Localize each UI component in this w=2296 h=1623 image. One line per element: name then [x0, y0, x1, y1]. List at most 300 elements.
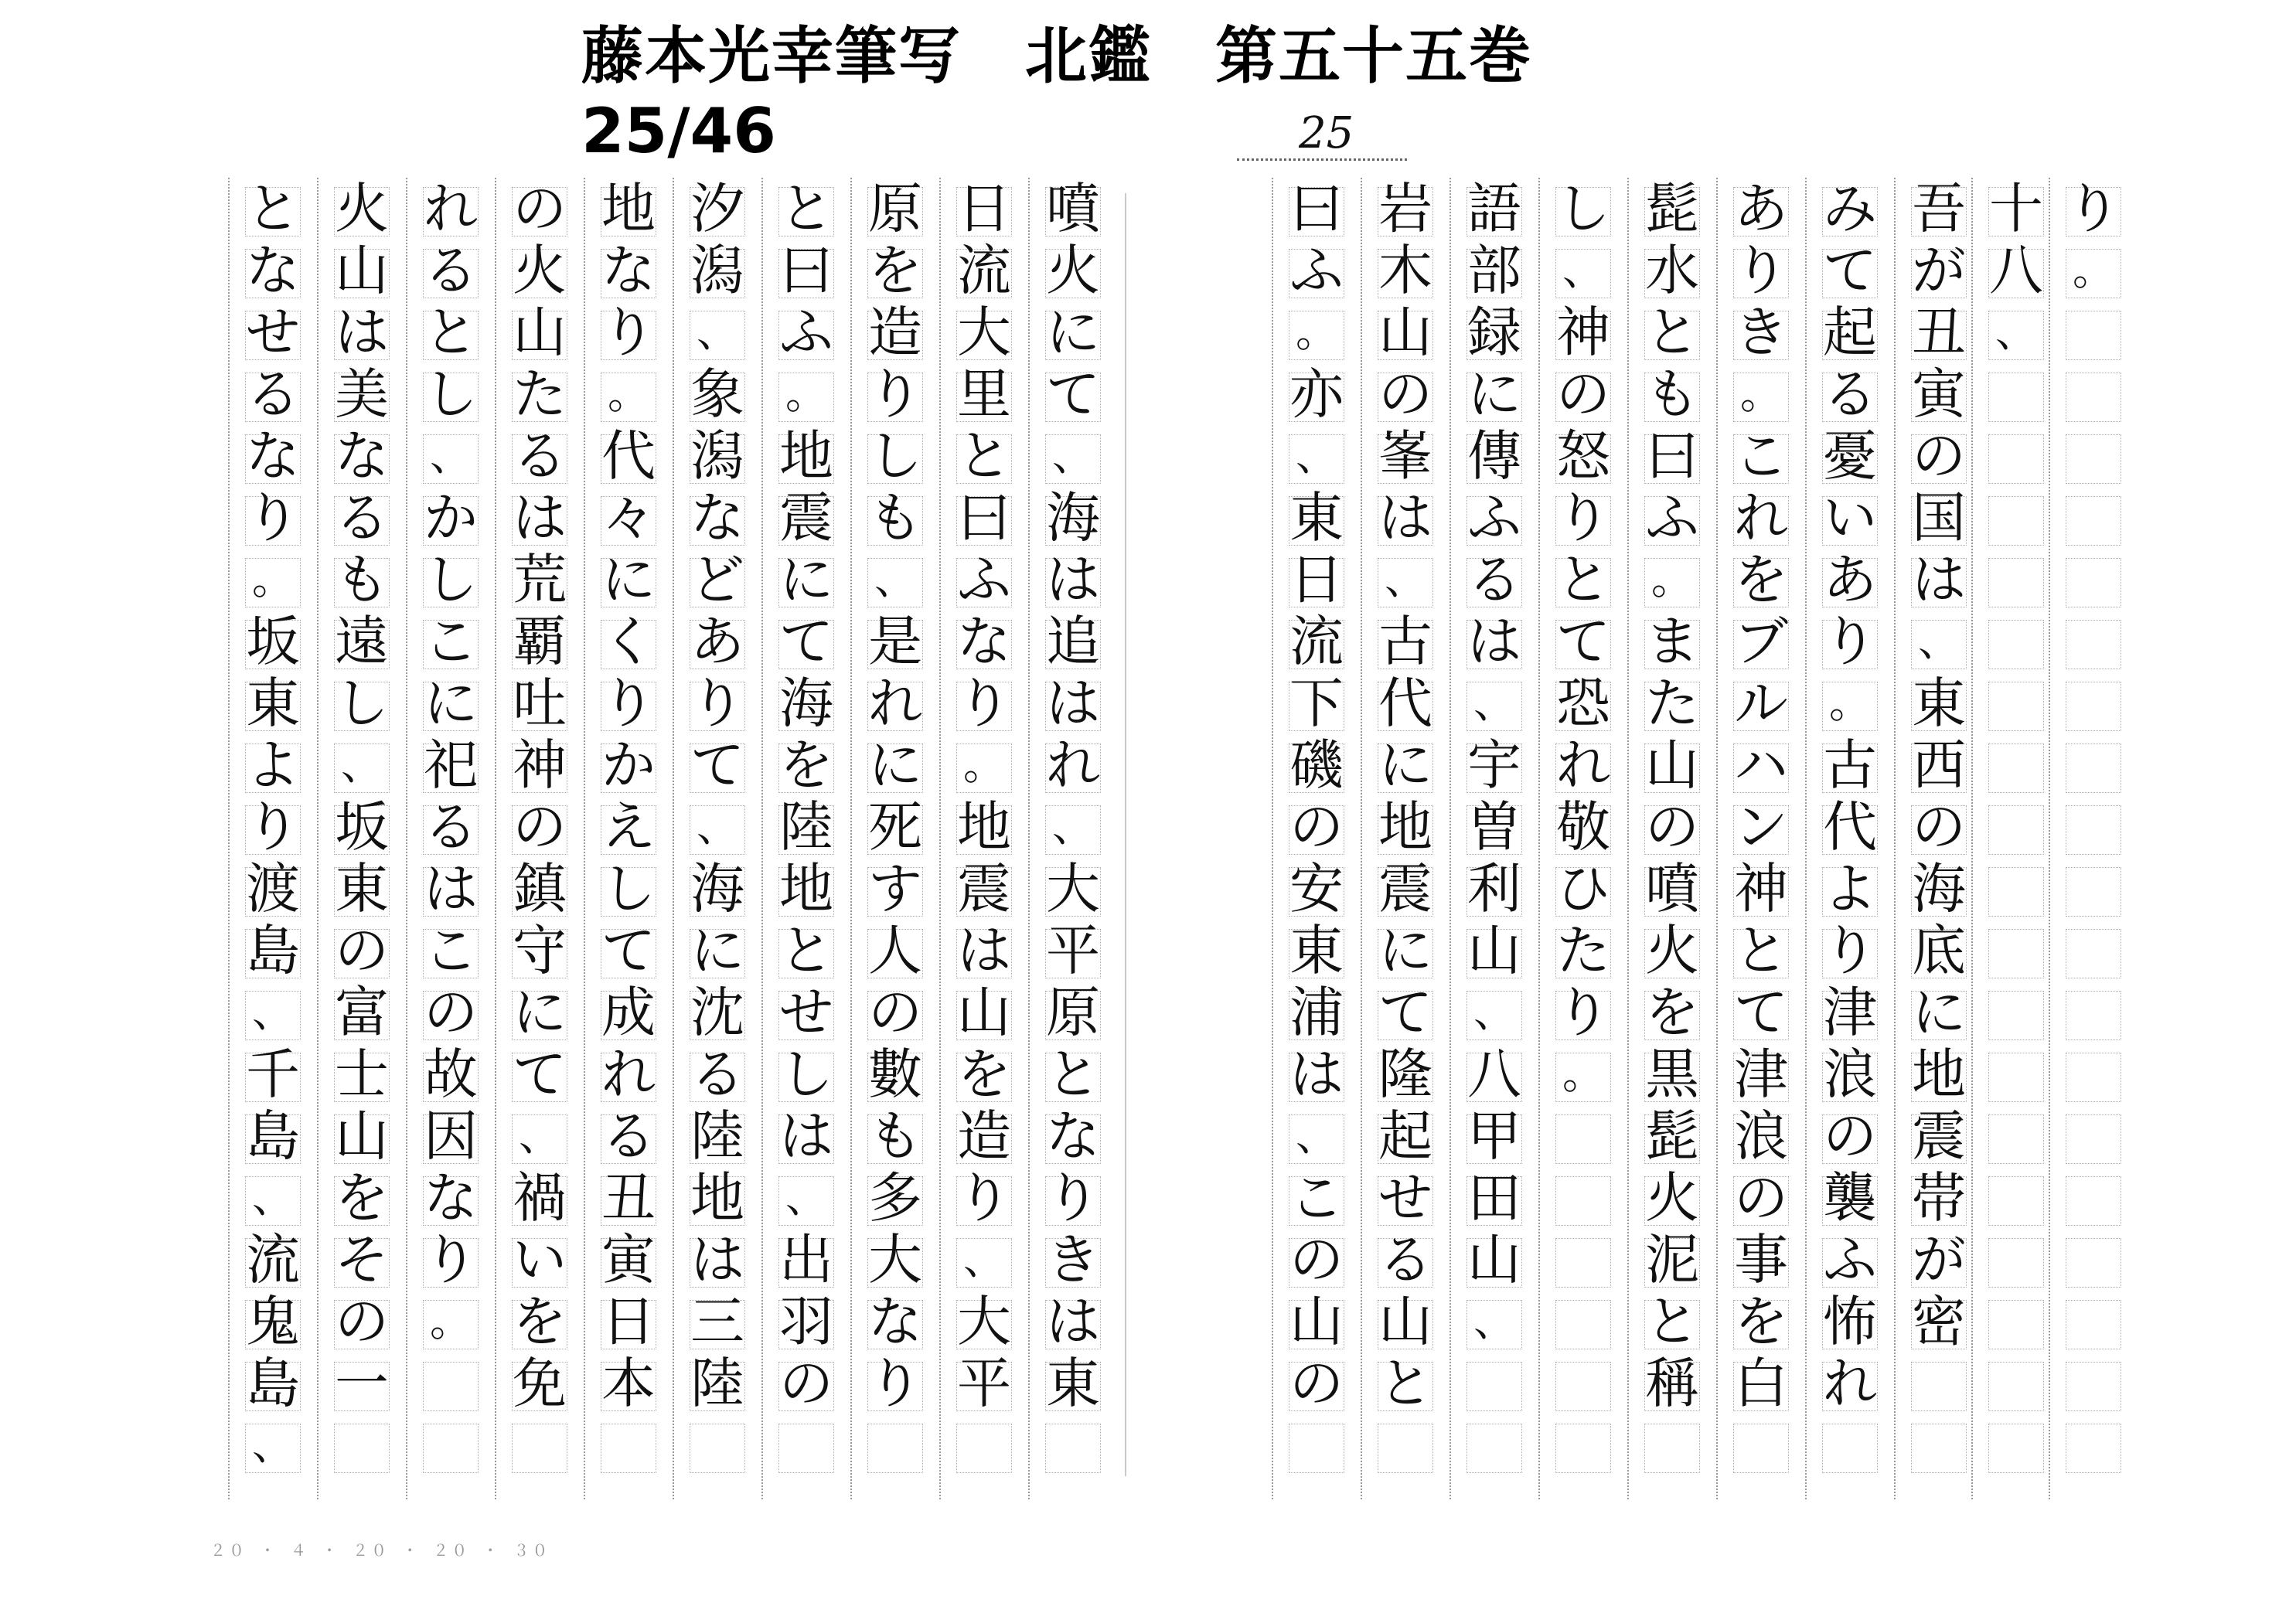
manuscript-character: 千 — [246, 1043, 300, 1106]
manuscript-character: か — [601, 733, 656, 797]
grid-cell — [2066, 743, 2121, 793]
grid-cell — [2066, 991, 2121, 1040]
manuscript-character: 火 — [513, 239, 567, 302]
manuscript-character: の — [1912, 424, 1966, 488]
manuscript-character: の — [1289, 1228, 1344, 1291]
manuscript-column — [414, 178, 488, 1499]
grid-cell — [2066, 1053, 2121, 1102]
column-rule — [761, 178, 763, 1499]
manuscript-column — [1036, 178, 1110, 1499]
grid-cell — [1988, 805, 2044, 855]
column-rule — [495, 178, 496, 1499]
manuscript-character: 沈 — [690, 981, 744, 1044]
grid-cell — [1988, 434, 2044, 484]
manuscript-character: 山 — [1378, 1290, 1432, 1353]
manuscript-character: ふ — [1823, 1228, 1877, 1291]
column-rule — [1894, 178, 1896, 1499]
manuscript-character: 、 — [1473, 988, 1515, 1036]
manuscript-character: こ — [424, 610, 478, 673]
manuscript-character: り — [246, 795, 300, 859]
manuscript-character: て — [690, 733, 744, 797]
column-rule — [939, 178, 941, 1499]
grid-cell — [2066, 1238, 2121, 1288]
manuscript-character: と — [1046, 1043, 1100, 1106]
manuscript-character: 。 — [430, 1297, 472, 1346]
manuscript-character: 吐 — [513, 672, 567, 735]
manuscript-character: 。 — [1296, 308, 1337, 356]
manuscript-character: 代 — [601, 424, 656, 488]
manuscript-character: は — [1046, 548, 1100, 611]
manuscript-character: る — [424, 795, 478, 859]
manuscript-character: て — [513, 1043, 567, 1106]
manuscript-character: 、 — [430, 431, 472, 480]
manuscript-character: な — [868, 1290, 922, 1353]
manuscript-character: が — [1912, 1228, 1966, 1291]
manuscript-character: も — [868, 1104, 922, 1168]
manuscript-character: 白 — [1734, 1352, 1788, 1415]
grid-cell — [1988, 1176, 2044, 1226]
manuscript-character: 、 — [252, 1173, 294, 1222]
manuscript-character: り — [1046, 1166, 1100, 1230]
manuscript-character: あ — [1734, 177, 1788, 240]
manuscript-character: 田 — [1467, 1166, 1521, 1230]
manuscript-character: 禍 — [513, 1166, 567, 1230]
manuscript-character: 髭 — [1645, 1104, 1699, 1168]
manuscript-character: て — [1046, 362, 1100, 426]
manuscript-character: り — [1556, 486, 1610, 550]
manuscript-character: 東 — [246, 672, 300, 735]
manuscript-character: 、 — [963, 1235, 1005, 1284]
manuscript-character: 陸 — [690, 1104, 744, 1168]
grid-cell — [690, 1424, 745, 1473]
manuscript-character: せ — [1378, 1166, 1432, 1230]
manuscript-character: 、 — [1385, 555, 1426, 604]
grid-cell — [423, 1362, 479, 1411]
manuscript-character: れ — [601, 1043, 656, 1106]
manuscript-character: な — [601, 239, 656, 302]
manuscript-character: ふ — [957, 548, 1011, 611]
grid-cell — [1555, 1114, 1611, 1164]
manuscript-character: も — [335, 548, 389, 611]
manuscript-character: の — [335, 1290, 389, 1353]
manuscript-character: 地 — [1912, 1043, 1966, 1106]
manuscript-column — [1635, 178, 1709, 1499]
grid-cell — [2066, 496, 2121, 546]
manuscript-character: 火 — [1645, 1166, 1699, 1230]
manuscript-character: 。 — [963, 740, 1005, 789]
manuscript-character: 。 — [785, 369, 827, 418]
grid-cell — [1988, 1300, 2044, 1349]
manuscript-character: な — [246, 239, 300, 302]
manuscript-character: る — [335, 486, 389, 550]
manuscript-character: 古 — [1378, 610, 1432, 673]
manuscript-column — [680, 178, 755, 1499]
manuscript-column — [502, 178, 577, 1499]
grid-cell — [1733, 1424, 1789, 1473]
manuscript-character: 、 — [697, 802, 738, 851]
manuscript-character: 、 — [785, 1173, 827, 1222]
grid-cell — [2066, 1176, 2121, 1226]
manuscript-character: 地 — [779, 857, 833, 920]
manuscript-character: 、 — [1296, 431, 1337, 480]
manuscript-character: せ — [779, 981, 833, 1044]
manuscript-character: 密 — [1912, 1290, 1966, 1353]
manuscript-character: 震 — [779, 486, 833, 550]
manuscript-character: 部 — [1467, 239, 1521, 302]
manuscript-character: 録 — [1467, 301, 1521, 364]
manuscript-character: み — [1823, 177, 1877, 240]
manuscript-character: 浦 — [1289, 981, 1344, 1044]
manuscript-character: は — [1378, 486, 1432, 550]
grid-cell — [1911, 1424, 1967, 1473]
manuscript-character: 流 — [957, 239, 1011, 302]
manuscript-character: を — [513, 1290, 567, 1353]
manuscript-character: 覇 — [513, 610, 567, 673]
grid-cell — [1045, 1424, 1101, 1473]
manuscript-character: り — [601, 672, 656, 735]
manuscript-character: る — [513, 424, 567, 488]
manuscript-character: に — [779, 548, 833, 611]
manuscript-character: 東 — [1289, 919, 1344, 982]
grid-cell — [1988, 1053, 2044, 1102]
column-rule — [1361, 178, 1362, 1499]
manuscript-character: 曰 — [1645, 424, 1699, 488]
manuscript-character: の — [1823, 1104, 1877, 1168]
manuscript-character: 平 — [957, 1352, 1011, 1415]
manuscript-character: 東 — [1046, 1352, 1100, 1415]
manuscript-character: し — [779, 1043, 833, 1106]
manuscript-character: 火 — [335, 177, 389, 240]
grid-cell — [1467, 1362, 1522, 1411]
manuscript-character: し — [601, 857, 656, 920]
manuscript-character: 陸 — [690, 1352, 744, 1415]
manuscript-column — [1368, 178, 1443, 1499]
manuscript-character: の — [424, 981, 478, 1044]
manuscript-character: し — [424, 548, 478, 611]
page-indicator: 25/46 — [581, 95, 776, 167]
manuscript-character: も — [1645, 362, 1699, 426]
manuscript-character: 坂 — [246, 610, 300, 673]
manuscript-character: ハ — [1734, 733, 1788, 797]
manuscript-character: 守 — [513, 919, 567, 982]
grid-cell — [1988, 1238, 2044, 1288]
manuscript-character: 大 — [868, 1228, 922, 1291]
manuscript-character: の — [779, 1352, 833, 1415]
manuscript-character: れ — [1556, 733, 1610, 797]
manuscript-character: を — [868, 239, 922, 302]
manuscript-character: は — [957, 919, 1011, 982]
manuscript-character: に — [690, 919, 744, 982]
manuscript-column — [236, 178, 310, 1499]
manuscript-character: 出 — [779, 1228, 833, 1291]
manuscript-character: 潟 — [690, 424, 744, 488]
manuscript-character: 泥 — [1645, 1228, 1699, 1291]
manuscript-character: 平 — [1046, 919, 1100, 982]
grid-cell — [2066, 558, 2121, 607]
manuscript-character: す — [868, 857, 922, 920]
manuscript-character: 木 — [1378, 239, 1432, 302]
manuscript-character: 襲 — [1823, 1166, 1877, 1230]
manuscript-character: 古 — [1823, 733, 1877, 797]
manuscript-column — [1902, 178, 1976, 1499]
manuscript-character: 島 — [246, 1104, 300, 1168]
manuscript-character: 鬼 — [246, 1290, 300, 1353]
manuscript-character: そ — [335, 1228, 389, 1291]
manuscript-character: 亦 — [1289, 362, 1344, 426]
manuscript-character: の — [513, 795, 567, 859]
manuscript-character: と — [424, 301, 478, 364]
manuscript-character: 甲 — [1467, 1104, 1521, 1168]
manuscript-character: 是 — [868, 610, 922, 673]
manuscript-character: 地 — [779, 424, 833, 488]
column-rule — [673, 178, 674, 1499]
footer-stamp: ２０ ・ ４ ・ ２０ ・ ２０ ・ ３０ — [210, 1541, 551, 1560]
manuscript-character: を — [1734, 548, 1788, 611]
grid-cell — [2066, 1424, 2121, 1473]
manuscript-character: な — [1046, 1104, 1100, 1168]
manuscript-character: と — [957, 424, 1011, 488]
manuscript-character: も — [868, 486, 922, 550]
manuscript-character: 、 — [1562, 246, 1604, 294]
manuscript-character: に — [1378, 919, 1432, 982]
manuscript-character: い — [513, 1228, 567, 1291]
manuscript-character: 、 — [874, 555, 916, 604]
manuscript-character: 浪 — [1823, 1043, 1877, 1106]
manuscript-character: 荒 — [513, 548, 567, 611]
manuscript-column — [1457, 178, 1531, 1499]
manuscript-character: 山 — [1467, 1228, 1521, 1291]
manuscript-character: 震 — [1378, 857, 1432, 920]
manuscript-character: 羽 — [779, 1290, 833, 1353]
manuscript-character: 山 — [1467, 919, 1521, 982]
manuscript-character: き — [1046, 1228, 1100, 1291]
manuscript-character: 。 — [1562, 1050, 1604, 1098]
manuscript-character: る — [601, 1104, 656, 1168]
manuscript-character: 震 — [957, 857, 1011, 920]
manuscript-character: の — [868, 981, 922, 1044]
manuscript-character: か — [424, 486, 478, 550]
manuscript-column — [769, 178, 843, 1499]
grid-cell — [512, 1424, 567, 1473]
manuscript-character: 。 — [1651, 555, 1693, 604]
manuscript-character: 、 — [1052, 802, 1094, 851]
manuscript-character: 岩 — [1378, 177, 1432, 240]
manuscript-character: こ — [424, 919, 478, 982]
manuscript-character: 、 — [1918, 617, 1960, 665]
manuscript-character: の — [335, 919, 389, 982]
manuscript-character: は — [1046, 672, 1100, 735]
column-rule — [850, 178, 852, 1499]
manuscript-character: て — [1734, 981, 1788, 1044]
grid-cell — [1467, 1424, 1522, 1473]
manuscript-character: 曰 — [957, 486, 1011, 550]
manuscript-character: 、 — [252, 988, 294, 1036]
manuscript-character: 鎮 — [513, 857, 567, 920]
manuscript-character: に — [1378, 733, 1432, 797]
manuscript-character: 、 — [697, 308, 738, 356]
manuscript-column — [1279, 178, 1354, 1499]
manuscript-character: た — [1645, 672, 1699, 735]
manuscript-character: 士 — [335, 1043, 389, 1106]
column-rule — [1805, 178, 1807, 1499]
grid-cell — [2066, 1114, 2121, 1164]
manuscript-character: 日 — [1289, 548, 1344, 611]
manuscript-character: 起 — [1823, 301, 1877, 364]
manuscript-character: 利 — [1467, 857, 1521, 920]
manuscript-character: に — [1467, 362, 1521, 426]
manuscript-character: 寅 — [1912, 362, 1966, 426]
manuscript-character: 噴 — [1046, 177, 1100, 240]
handwritten-page-number: 25 — [1299, 108, 1354, 158]
manuscript-character: え — [601, 795, 656, 859]
manuscript-character: 東 — [1912, 672, 1966, 735]
manuscript-character: ど — [690, 548, 744, 611]
manuscript-column — [2056, 178, 2131, 1499]
manuscript-character: は — [690, 1228, 744, 1291]
grid-cell — [1988, 991, 2044, 1040]
manuscript-character: の — [1289, 795, 1344, 859]
manuscript-character: り — [868, 1352, 922, 1415]
grid-cell — [1988, 558, 2044, 607]
manuscript-character: 潟 — [690, 239, 744, 302]
manuscript-character: 事 — [1734, 1228, 1788, 1291]
manuscript-character: 地 — [957, 795, 1011, 859]
manuscript-character: 神 — [513, 733, 567, 797]
column-rule — [1028, 178, 1030, 1499]
manuscript-character: 。 — [2073, 246, 2114, 294]
manuscript-character: に — [513, 981, 567, 1044]
manuscript-character: 地 — [690, 1166, 744, 1230]
manuscript-character: の — [1556, 362, 1610, 426]
grid-cell — [778, 1424, 834, 1473]
grid-cell — [1988, 620, 2044, 669]
manuscript-character: た — [1556, 919, 1610, 982]
grid-cell — [1644, 1424, 1700, 1473]
manuscript-character: 起 — [1378, 1104, 1432, 1168]
column-rule — [1627, 178, 1629, 1499]
grid-cell — [423, 1424, 479, 1473]
manuscript-character: ふ — [1289, 239, 1344, 302]
manuscript-character: 峯 — [1378, 424, 1432, 488]
manuscript-character: 人 — [868, 919, 922, 982]
manuscript-character: の — [1912, 795, 1966, 859]
manuscript-character: の — [1289, 1352, 1344, 1415]
grid-cell — [1988, 1424, 2044, 1473]
column-rule — [317, 178, 319, 1499]
manuscript-character: よ — [1823, 857, 1877, 920]
grid-cell — [2066, 929, 2121, 978]
manuscript-character: る — [690, 1043, 744, 1106]
manuscript-character: 造 — [957, 1104, 1011, 1168]
manuscript-character: 日 — [601, 1290, 656, 1353]
manuscript-character: り — [1823, 610, 1877, 673]
manuscript-character: る — [1823, 362, 1877, 426]
manuscript-character: た — [513, 362, 567, 426]
grid-cell — [1555, 1238, 1611, 1288]
manuscript-character: 吾 — [1912, 177, 1966, 240]
manuscript-character: 一 — [335, 1352, 389, 1415]
manuscript-character: 髭 — [1645, 177, 1699, 240]
manuscript-character: に — [868, 733, 922, 797]
manuscript-character: 磯 — [1289, 733, 1344, 797]
manuscript-character: り — [246, 486, 300, 550]
manuscript-character: 渡 — [246, 857, 300, 920]
manuscript-character: と — [1734, 919, 1788, 982]
manuscript-character: 黒 — [1645, 1043, 1699, 1106]
manuscript-character: く — [601, 610, 656, 673]
manuscript-character: 津 — [1823, 981, 1877, 1044]
manuscript-character: 隆 — [1378, 1043, 1432, 1106]
manuscript-character: よ — [246, 733, 300, 797]
manuscript-column — [325, 178, 399, 1499]
manuscript-character: 、 — [519, 1111, 560, 1160]
manuscript-character: は — [1046, 1290, 1100, 1353]
grid-cell — [1988, 1362, 2044, 1411]
grid-cell — [1289, 1424, 1344, 1473]
manuscript-character: る — [1467, 548, 1521, 611]
document-title: 藤本光幸筆写 北鑑 第五十五巻 — [581, 20, 1532, 92]
manuscript-character: ン — [1734, 795, 1788, 859]
manuscript-character: は — [1467, 610, 1521, 673]
manuscript-character: 国 — [1912, 486, 1966, 550]
manuscript-column — [1546, 178, 1620, 1499]
grid-cell — [1988, 929, 2044, 978]
grid-cell — [1988, 682, 2044, 731]
manuscript-character: り — [1823, 919, 1877, 982]
manuscript-character: な — [424, 1166, 478, 1230]
manuscript-character: し — [424, 362, 478, 426]
manuscript-character: に — [424, 672, 478, 735]
manuscript-character: 富 — [335, 981, 389, 1044]
grid-cell — [1555, 1176, 1611, 1226]
manuscript-character: り — [601, 301, 656, 364]
column-rule — [228, 178, 230, 1499]
manuscript-character: 多 — [868, 1166, 922, 1230]
manuscript-character: ま — [1645, 610, 1699, 673]
manuscript-character: 帯 — [1912, 1166, 1966, 1230]
manuscript-character: 火 — [1645, 919, 1699, 982]
manuscript-character: 傳 — [1467, 424, 1521, 488]
manuscript-character: 語 — [1467, 177, 1521, 240]
manuscript-character: 美 — [335, 362, 389, 426]
manuscript-character: 神 — [1734, 857, 1788, 920]
manuscript-character: を — [1734, 1290, 1788, 1353]
manuscript-character: を — [1645, 981, 1699, 1044]
grid-cell — [2066, 1300, 2121, 1349]
manuscript-character: り — [690, 672, 744, 735]
manuscript-character: 大 — [1046, 857, 1100, 920]
manuscript-character: と — [1378, 1352, 1432, 1415]
manuscript-character: 海 — [779, 672, 833, 735]
manuscript-character: 日 — [957, 177, 1011, 240]
column-rule — [406, 178, 407, 1499]
grid-cell — [2066, 311, 2121, 360]
manuscript-character: 山 — [335, 1104, 389, 1168]
manuscript-character: て — [601, 919, 656, 982]
manuscript-character: 津 — [1734, 1043, 1788, 1106]
manuscript-character: ふ — [1467, 486, 1521, 550]
manuscript-column — [858, 178, 932, 1499]
manuscript-character: き — [1734, 301, 1788, 364]
manuscript-character: 山 — [335, 239, 389, 302]
manuscript-character: 西 — [1912, 733, 1966, 797]
manuscript-character: 大 — [957, 301, 1011, 364]
manuscript-character: な — [335, 424, 389, 488]
manuscript-character: 、 — [1052, 431, 1094, 480]
manuscript-character: 數 — [868, 1043, 922, 1106]
manuscript-character: の — [1734, 1166, 1788, 1230]
grid-cell — [1988, 743, 2044, 793]
